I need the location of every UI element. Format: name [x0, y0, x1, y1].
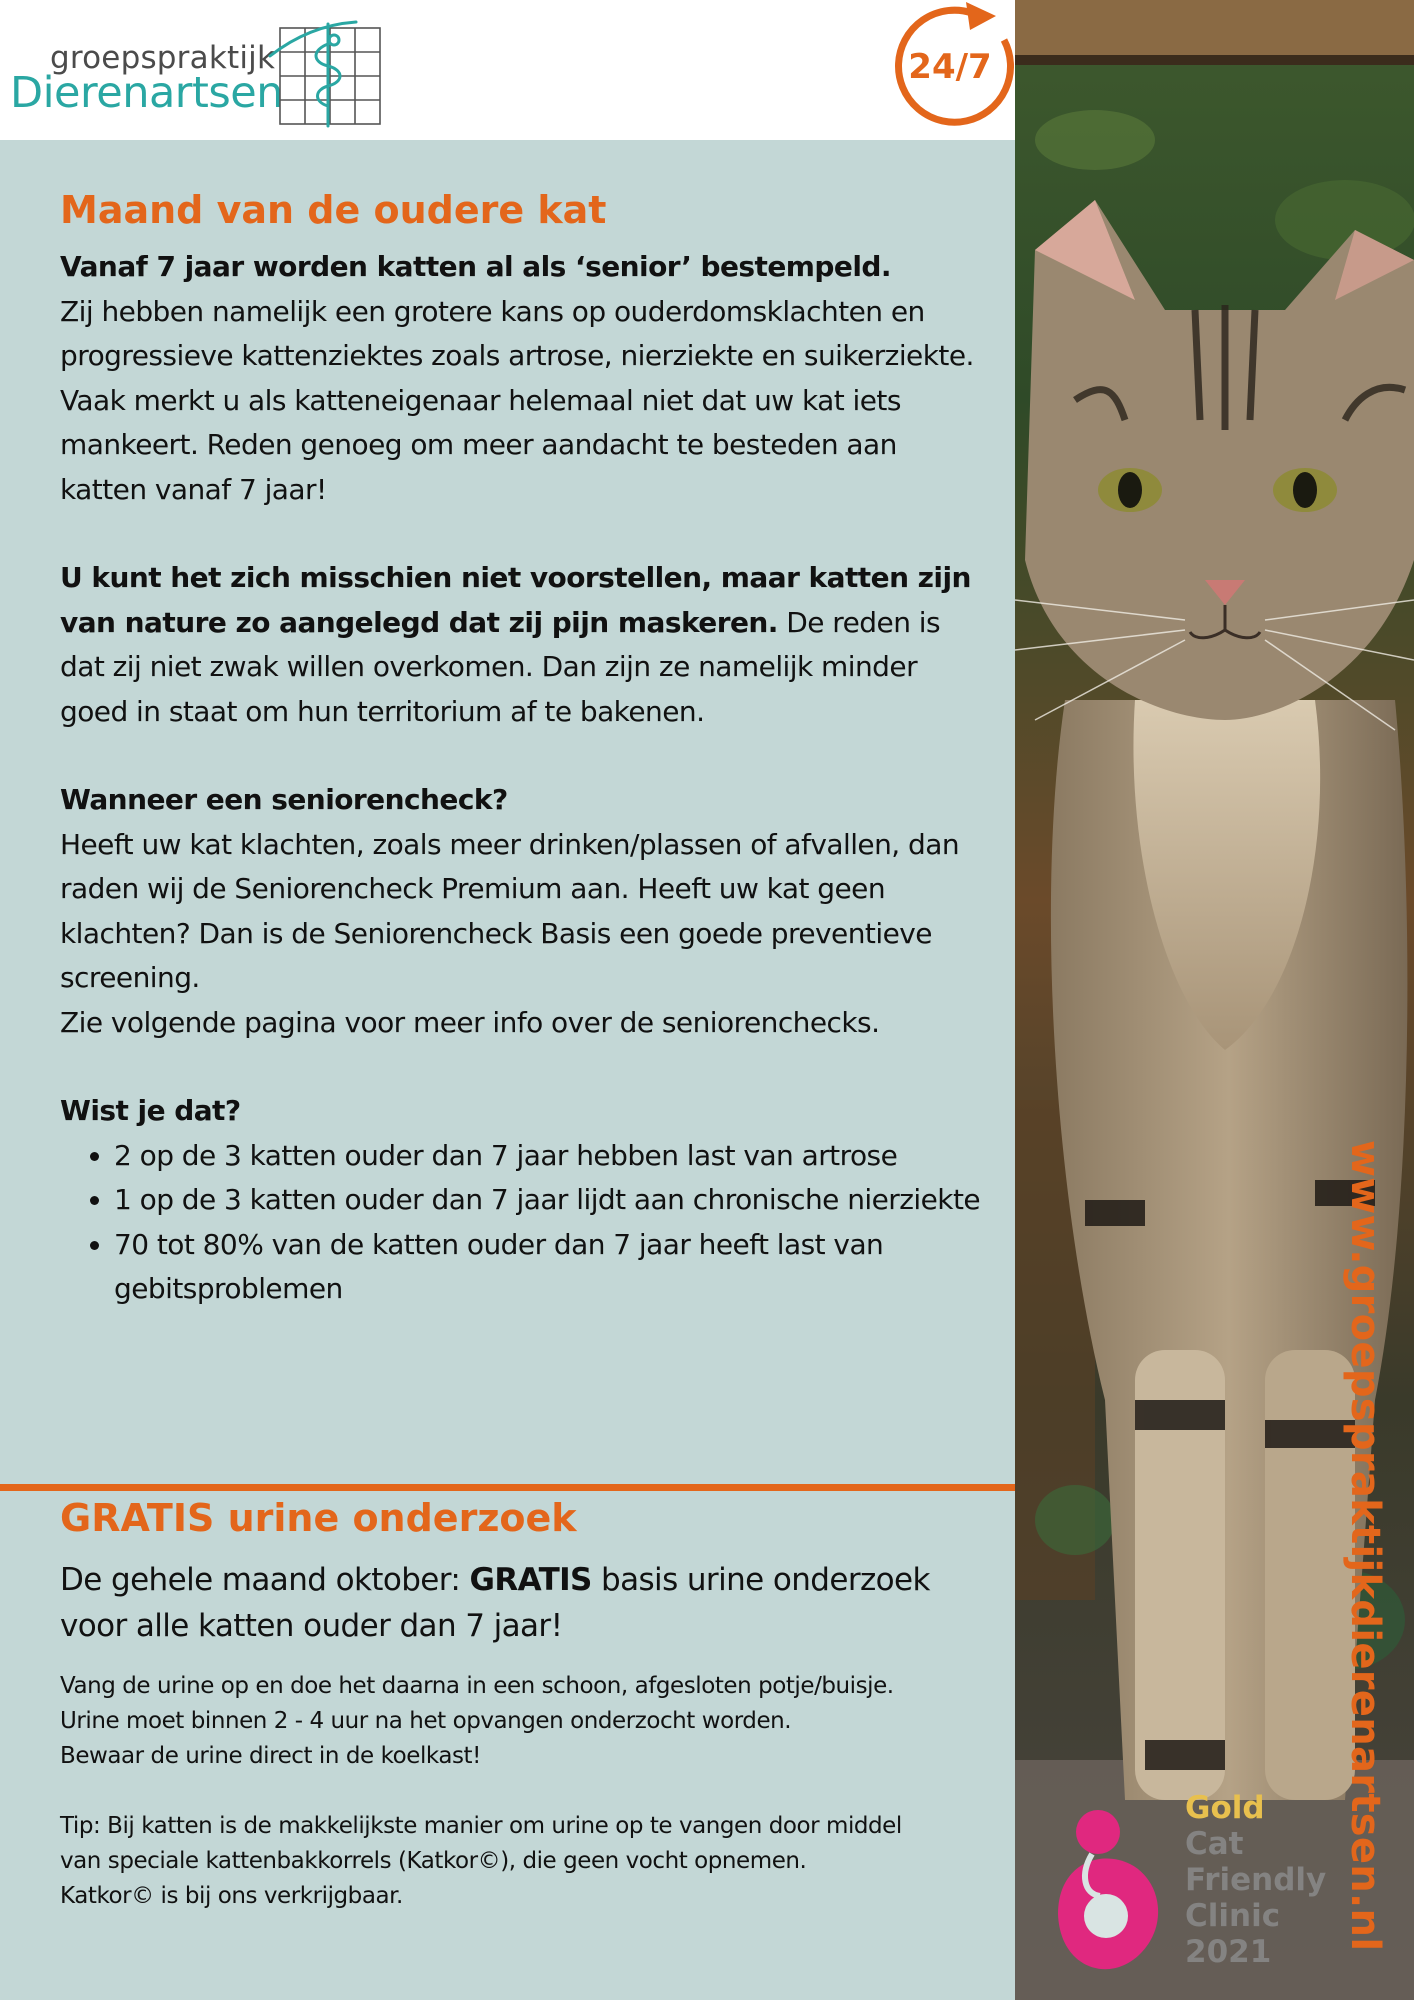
intro-text: Zij hebben namelijk een grotere kans op ouderdomsklachten en progressieve kattenziektes zoals artrose, nierziekte en suikerziekte. Vaak merkt u als katteneigenaar helemaal niet dat uw kat iets mankeert. Reden genoeg om meer aandacht te besteden aan katten vanaf 7 jaar! — [60, 294, 974, 506]
facts-heading-label: Wist je dat? — [60, 1094, 241, 1127]
urine-section — [60, 1493, 1000, 1914]
tip-line: van speciale kattenbakkorrels (Katkor©), die geen vocht opnemen. — [60, 1848, 807, 1874]
award-line: 2021 — [1185, 1934, 1272, 1970]
pain-text: De reden is dat zij niet zwak willen overkomen. Dan zijn ze namelijk minder goed in staat om hun territorium af te bakenen. — [60, 605, 941, 728]
facts-list — [60, 1134, 990, 1312]
award-line: Clinic — [1185, 1898, 1281, 1934]
urine-tip — [60, 1809, 1000, 1914]
intro-paragraph — [60, 245, 990, 512]
check-heading: Wanneer een seniorencheck? — [60, 783, 508, 816]
urine-title: GRATIS urine onderzoek — [60, 1496, 577, 1540]
pain-bold: U kunt het zich misschien niet voorstellen, maar katten zijn van nature zo aangelegd dat zij pijn maskeren. — [60, 561, 971, 639]
website-url[interactable]: www.groepspraktijkdierenartsen.nl — [1342, 1140, 1388, 1952]
pain-paragraph — [60, 556, 990, 734]
list-item: • 2 op de 3 katten ouder dan 7 jaar hebben last van artrose — [114, 1134, 990, 1179]
24-7-badge-icon — [886, 0, 1014, 128]
section-title: Maand van de oudere kat — [60, 188, 607, 232]
list-item: • 70 tot 80% van de katten ouder dan 7 jaar heeft last van gebitsproblemen — [114, 1223, 990, 1312]
urine-instructions — [60, 1669, 1000, 1774]
list-item: • 1 op de 3 katten ouder dan 7 jaar lijdt aan chronische nierziekte — [114, 1178, 990, 1223]
logo-subtitle: groepspraktijk — [50, 40, 276, 76]
instruction-line: Vang de urine op en doe het daarna in een schoon, afgesloten potje/buisje. — [60, 1673, 894, 1699]
urine-lead-bold: GRATIS — [469, 1562, 592, 1598]
logo-grid-icon — [268, 16, 383, 128]
award-line: Gold — [1185, 1790, 1265, 1826]
gold-cat-friendly-clinic-badge — [1040, 1790, 1340, 1990]
instruction-line: Bewaar de urine direct in de koelkast! — [60, 1743, 481, 1769]
award-text — [1185, 1790, 1326, 1970]
intro-bold: Vanaf 7 jaar worden katten al als ‘senior’ bestempeld. — [60, 250, 891, 283]
check-next-page: Zie volgende pagina voor meer info over de seniorenchecks. — [60, 1005, 880, 1039]
logo-title: Dierenartsen — [10, 68, 283, 118]
senior-cat-section — [60, 187, 990, 1312]
header — [0, 0, 1015, 140]
badge-label: 24/7 — [908, 47, 992, 87]
tip-line: Katkor© is bij ons verkrijgbaar. — [60, 1883, 403, 1909]
award-line: Cat — [1185, 1826, 1244, 1862]
instruction-line: Urine moet binnen 2 - 4 uur na het opvangen onderzocht worden. — [60, 1708, 792, 1734]
cat-friendly-logo-icon — [1040, 1794, 1180, 1974]
practice-logo[interactable] — [10, 10, 380, 130]
facts-heading — [60, 1089, 990, 1134]
check-paragraph — [60, 778, 990, 1045]
check-text: Heeft uw kat klachten, zoals meer drinken/plassen of afvallen, dan raden wij de Seniorencheck Premium aan. Heeft uw kat geen klachten? Dan is de Seniorencheck Basis een goede preventieve screening. — [60, 827, 960, 994]
award-line: Friendly — [1185, 1862, 1327, 1898]
urine-lead — [60, 1557, 1000, 1649]
urine-lead-pre: De gehele maand oktober: — [60, 1562, 470, 1598]
urine-lead-post: basis urine onderzoek voor alle katten ouder dan 7 jaar! — [60, 1562, 930, 1644]
tip-line: Tip: Bij katten is de makkelijkste manier om urine op te vangen door middel — [60, 1813, 902, 1839]
section-divider — [0, 1484, 1015, 1491]
